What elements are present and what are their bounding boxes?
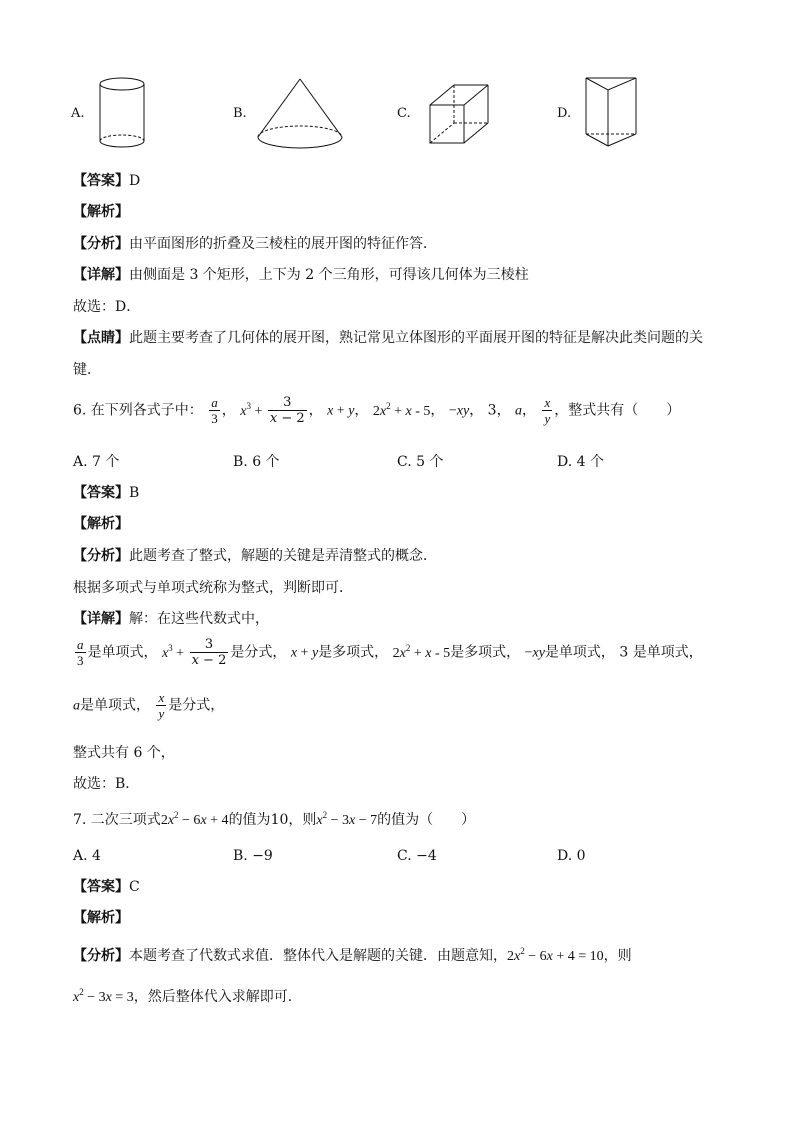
q7-option-a: A. 4: [73, 848, 101, 864]
q7-option-c: C. −4: [397, 848, 437, 864]
q6-xiangjie: 【详解】解：在这些代数式中，: [73, 611, 269, 627]
option-c-label: C.: [397, 106, 411, 121]
q6-option-d: D. 4 个: [557, 454, 604, 470]
option-a-label: A.: [71, 106, 85, 121]
q7-answer: 【答案】C: [73, 879, 140, 895]
math-x3-plus-frac: $x^3$ +: [240, 400, 266, 419]
q6-analysis-heading: 【解析】: [73, 516, 129, 532]
math-2x2-6x-4: $2x^2 - 6x + 4$: [160, 810, 229, 828]
math-a-over-3: $\frac{a}{3}$: [211, 395, 218, 426]
q6-choose: 故选：B．: [73, 776, 140, 792]
q7-option-b: B. −9: [233, 848, 273, 864]
triangular-prism-icon: [584, 76, 642, 150]
math-3: 3: [487, 402, 497, 419]
math-2x2-plus-x-5: $2x^2 + x - 5$: [372, 400, 431, 419]
q5-analysis-heading: 【解析】: [73, 204, 129, 220]
q6-option-c: C. 5 个: [397, 454, 444, 470]
math-x-over-y: $\frac{x}{y}$: [544, 395, 551, 426]
math-3-over-x-2: $\frac{3}{x - 2}$: [269, 395, 305, 426]
q5-answer: 【答案】D: [73, 173, 141, 189]
option-b-label: B.: [233, 106, 247, 121]
q5-choose: 故选：D．: [73, 299, 141, 315]
q5-xiangjie: 【详解】由侧面是 3 个矩形，上下为 2 个三角形，可得该几何体为三棱柱: [73, 267, 529, 283]
cuboid-icon: [428, 83, 492, 147]
q7-analysis-heading: 【解析】: [73, 910, 129, 926]
q5-dianjing-cont: 键．: [73, 362, 101, 378]
cone-icon: [256, 77, 346, 151]
q6-option-a: A. 7 个: [73, 454, 120, 470]
math-a: a: [515, 403, 523, 419]
q5-fenxi: 【分析】由平面图形的折叠及三棱柱的展开图的特征作答．: [73, 236, 437, 252]
math-neg-xy: −xy: [448, 403, 470, 419]
math-2x2-6x-4-eq-10: $2x^2 - 6x + 4 = 10$: [507, 946, 604, 964]
q7-stem: 7. 二次三项式$2x^2 - 6x + 4$的值为10，则$x^2 - 3x - 7$的值为（ ）: [73, 810, 476, 828]
q5-dianjing: 【点睛】此题主要考查了几何体的展开图，熟记常见立体图形的平面展开图的特征是解决此类问题的关: [73, 330, 703, 346]
q6-stem: 6. 在下列各式子中： $\frac{a}{3}$ ， $x^3$ + $\frac{3}{x - 2}$ ， x + y， $2x^2 + x - 5$， −xy， 3， a， $\frac{x}{y}$ ，整式共有（ ）: [73, 395, 681, 426]
math-x-plus-y: x + y: [327, 403, 355, 419]
q6-option-b: B. 6 个: [233, 454, 280, 470]
q6-fenxi-2: 根据多项式与单项式统称为整式，判断即可．: [73, 580, 353, 596]
q6-total: 整式共有 6 个，: [73, 745, 175, 761]
math-x2-3x-7: $x^2 - 3x - 7$: [316, 810, 378, 828]
math-x2-3x-eq-3: $x^2 - 3x = 3$: [73, 987, 134, 1005]
q6-classification-line2: a是单项式， $\frac{x}{y}$ 是分式，: [73, 690, 225, 721]
cylinder-icon: [98, 77, 148, 149]
q6-fenxi: 【分析】此题考查了整式，解题的关键是弄清整式的概念．: [73, 548, 437, 564]
q7-option-d: D. 0: [557, 848, 586, 864]
q7-fenxi: 【分析】本题考查了代数式求值．整体代入是解题的关键．由题意知，$2x^2 - 6x + 4 = 10$，则: [73, 946, 632, 964]
option-d-label: D.: [557, 106, 572, 121]
q7-fenxi-2: $x^2 - 3x = 3$，然后整体代入求解即可．: [73, 987, 302, 1005]
q6-classification-line1: $\frac{a}{3}$ 是单项式， $x^3$ + $\frac{3}{x - 2}$ 是分式， x + y是多项式， $2x^2 + x - 5$是多项式， −xy是单项式， 3 是单项式，: [77, 637, 703, 668]
q6-answer: 【答案】B: [73, 485, 140, 501]
